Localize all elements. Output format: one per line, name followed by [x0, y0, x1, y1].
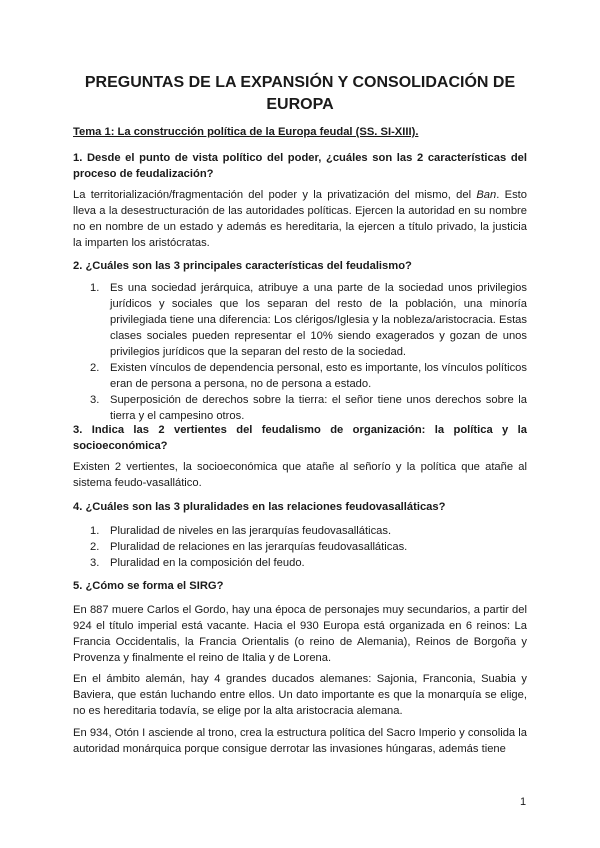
question-5: 5. ¿Cómo se forma el SIRG? — [73, 580, 224, 592]
list-item: 3. Pluralidad en la composición del feudo. — [90, 557, 305, 569]
list-q4 — [90, 523, 527, 571]
answer-3: Existen 2 vertientes, la socioeconómica que atañe al señorío y la política que atañe al sistema feudo-vasallático. — [73, 461, 527, 489]
page-number: 1 — [520, 796, 527, 808]
question-4: 4. ¿Cuáles son las 3 pluralidades en las relaciones feudovasalláticas? — [73, 501, 446, 513]
list-item: 2. Existen vínculos de dependencia personal, esto es importante, los vínculos políticos eran de persona a persona, no de persona a estado. — [90, 362, 527, 390]
answer-5-p3: En 934, Otón I asciende al trono, crea la estructura política del Sacro Imperio y consolida la autoridad monárquica porque consigue derrotar las invasiones húngaras, además tiene — [73, 727, 527, 755]
question-3: 3. Indica las 2 vertientes del feudalismo de organización: la política y la socioeconómica? — [73, 424, 527, 452]
list-item: 3. Superposición de derechos sobre la tierra: el señor tiene unos derechos sobre la tierra y el campesino otros. — [90, 394, 527, 422]
list-item: 2. Pluralidad de relaciones en las jerarquías feudovasalláticas. — [90, 541, 408, 553]
list-q2 — [90, 280, 527, 424]
question-1: 1. Desde el punto de vista político del poder, ¿cuáles son las 2 características del proceso de feudalización? — [73, 152, 527, 180]
list-item: 1. Pluralidad de niveles en las jerarquías feudovasalláticas. — [90, 525, 392, 537]
document-title: PREGUNTAS DE LA EXPANSIÓN Y CONSOLIDACIÓN DE EUROPA — [84, 74, 516, 113]
answer-5-p2: En el ámbito alemán, hay 4 grandes ducados alemanes: Sajonia, Franconia, Suabia y Baviera, que están luchando entre ellos. Un dato importante es que la monarquía se elige, no es hereditaria todavía, se elige por la alta aristocracia alemana. — [73, 673, 527, 717]
tema-heading: Tema 1: La construcción política de la Europa feudal (SS. SI-XIII). — [73, 126, 419, 138]
question-2: 2. ¿Cuáles son las 3 principales características del feudalismo? — [73, 260, 412, 272]
list-item: 1. Es una sociedad jerárquica, atribuye a una parte de la sociedad unos privilegios jurídicos y sociales que los separan del resto de la población, una minoría privilegiada tiene una diferencia: Los clérigos/Iglesia y la nobleza/aristocracia. Estas clases sociales pueden representar el 10% siendo exagerados y gozan de unos privilegios jurídicos que la separan del resto de la sociedad. — [90, 282, 527, 358]
answer-5-p1: En 887 muere Carlos el Gordo, hay una época de personajes muy secundarios, a partir del 924 el título imperial está vacante. Hacia el 930 Europa está organizada en 6 reinos: La Francia Occidentalis, la Francia Orientalis (o reino de Alemania), Reinos de Borgoña y Provenza y finalmente el reino de Italia y de Lorena. — [73, 604, 527, 664]
answer-1: La territorialización/fragmentación del poder y la privatización del mismo, del Ban. Esto lleva a la desestructuración de las autoridades políticas. Ejercen la autoridad en su nombre no en nombre de un estado y además es hereditaria, la ejercen a título privado, la justicia la imparten los aristócratas. — [73, 189, 527, 249]
